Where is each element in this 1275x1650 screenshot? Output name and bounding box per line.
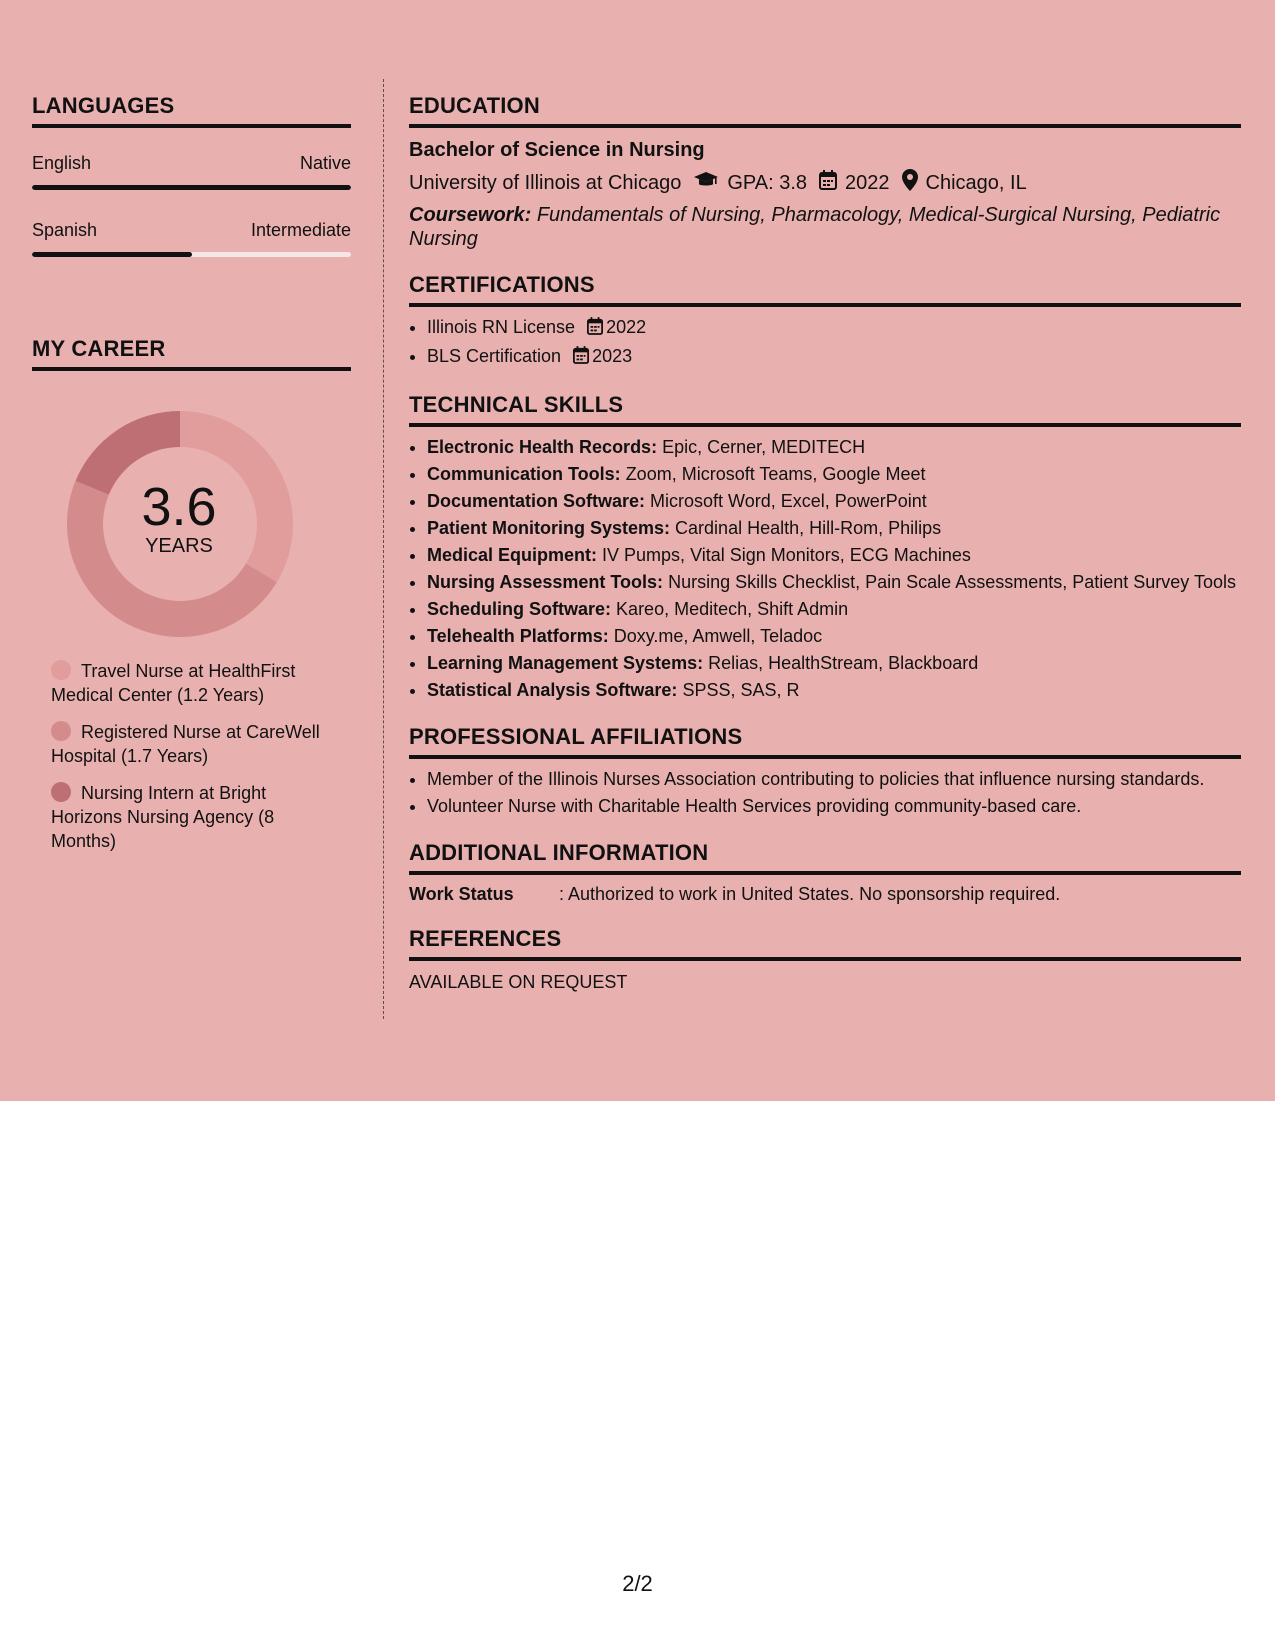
education-title: EDUCATION — [409, 94, 1241, 128]
career-legend — [51, 659, 336, 853]
skill-item — [427, 489, 1241, 514]
language-item — [32, 153, 351, 190]
calendar-icon — [587, 317, 603, 342]
certification-year: 2023 — [592, 346, 633, 366]
graduation-cap-icon — [693, 170, 719, 196]
right-column — [409, 94, 1241, 1015]
career-total — [32, 479, 326, 557]
school-location: Chicago, IL — [925, 172, 1027, 194]
skill-label: Nursing Assessment Tools: — [427, 572, 664, 592]
skill-label: Learning Management Systems: — [427, 653, 704, 673]
career-total-unit: YEARS — [145, 535, 213, 557]
language-proficiency-bar — [32, 185, 351, 190]
references-text: AVAILABLE ON REQUEST — [409, 972, 628, 992]
work-status-row — [409, 883, 1241, 905]
certification-name: BLS Certification — [427, 346, 562, 366]
skill-item — [427, 543, 1241, 568]
skill-label: Communication Tools: — [427, 464, 621, 484]
technical-skills-section — [409, 393, 1241, 703]
career-legend-item — [51, 659, 336, 707]
skill-value: Relias, HealthStream, Blackboard — [708, 653, 979, 673]
references-title: REFERENCES — [409, 927, 1241, 961]
career-role-label: Nursing Intern at Bright Horizons Nursing Agency (8 Months) — [51, 783, 275, 851]
career-total-value: 3.6 — [141, 477, 217, 537]
legend-dot-icon — [51, 660, 71, 680]
skill-value: Zoom, Microsoft Teams, Google Meet — [625, 464, 926, 484]
skill-item — [427, 597, 1241, 622]
graduation-year: 2022 — [845, 172, 890, 194]
career-role-label: Registered Nurse at CareWell Hospital (1.7 Years) — [51, 722, 320, 766]
skill-label: Patient Monitoring Systems: — [427, 518, 671, 538]
work-status-label: Work Status — [409, 884, 514, 904]
career-legend-item — [51, 781, 336, 853]
affiliations-section — [409, 725, 1241, 819]
skill-value: Doxy.me, Amwell, Teladoc — [613, 626, 823, 646]
skill-item — [427, 435, 1241, 460]
career-donut-chart — [32, 401, 351, 651]
certification-name: Illinois RN License — [427, 317, 576, 337]
skill-value: SPSS, SAS, R — [682, 680, 800, 700]
language-name: Spanish — [32, 220, 98, 240]
career-role-label: Travel Nurse at HealthFirst Medical Center (1.2 Years) — [51, 661, 296, 705]
affiliation-item: • Volunteer Nurse with Charitable Health Services providing community-based care. — [427, 794, 1241, 819]
skill-item — [427, 624, 1241, 649]
coursework — [409, 203, 1241, 251]
skill-label: Telehealth Platforms: — [427, 626, 609, 646]
affiliation-item: • Member of the Illinois Nurses Association contributing to policies that influence nursing standards. — [427, 767, 1241, 792]
career-legend-item — [51, 720, 336, 768]
affiliations-title: PROFESSIONAL AFFILIATIONS — [409, 725, 1241, 759]
skill-label: Medical Equipment: — [427, 545, 598, 565]
additional-info-section — [409, 841, 1241, 905]
skill-value: Microsoft Word, Excel, PowerPoint — [650, 491, 927, 511]
skill-item — [427, 462, 1241, 487]
work-status-value: : Authorized to work in United States. No sponsorship required. — [559, 884, 1061, 904]
affiliations-list — [409, 767, 1241, 819]
language-name: English — [32, 153, 92, 173]
coursework-list: Fundamentals of Nursing, Pharmacology, Medical-Surgical Nursing, Pediatric Nursing — [409, 204, 1221, 250]
additional-info-title: ADDITIONAL INFORMATION — [409, 841, 1241, 875]
language-proficiency-bar — [32, 252, 351, 257]
location-pin-icon — [902, 169, 918, 197]
skill-label: Scheduling Software: — [427, 599, 612, 619]
left-column — [32, 94, 351, 866]
column-divider — [383, 79, 384, 1019]
legend-dot-icon — [51, 721, 71, 741]
skill-value: Cardinal Health, Hill-Rom, Philips — [675, 518, 942, 538]
calendar-icon — [573, 346, 589, 371]
page-number: 2/2 — [622, 1571, 653, 1596]
technical-skills-list — [409, 435, 1241, 703]
language-proficiency-fill — [32, 185, 351, 190]
language-level: Intermediate — [250, 220, 351, 240]
degree-title: Bachelor of Science in Nursing — [409, 139, 705, 161]
skill-value: IV Pumps, Vital Sign Monitors, ECG Machines — [602, 545, 971, 565]
language-proficiency-fill — [32, 252, 192, 257]
technical-skills-title: TECHNICAL SKILLS — [409, 393, 1241, 427]
certification-item — [427, 315, 1241, 342]
skill-item — [427, 516, 1241, 541]
certifications-section — [409, 273, 1241, 371]
certification-item — [427, 344, 1241, 371]
certifications-title: CERTIFICATIONS — [409, 273, 1241, 307]
coursework-label: Coursework: — [409, 204, 532, 226]
languages-title: LANGUAGES — [32, 94, 351, 128]
skill-item — [427, 651, 1241, 676]
skill-value: Nursing Skills Checklist, Pain Scale Assessments, Patient Survey Tools — [668, 572, 1236, 592]
legend-dot-icon — [51, 782, 71, 802]
skill-value: Kareo, Meditech, Shift Admin — [616, 599, 849, 619]
skill-item — [427, 678, 1241, 703]
skill-item — [427, 570, 1241, 595]
school-name: University of Illinois at Chicago — [409, 172, 682, 194]
certification-year: 2022 — [606, 317, 647, 337]
skill-label: Statistical Analysis Software: — [427, 680, 678, 700]
skill-value: Epic, Cerner, MEDITECH — [662, 437, 866, 457]
gpa-value: GPA: 3.8 — [727, 172, 808, 194]
certifications-list — [409, 315, 1241, 371]
career-title: MY CAREER — [32, 337, 351, 371]
skill-label: Documentation Software: — [427, 491, 646, 511]
calendar-icon — [819, 170, 837, 196]
education-section — [409, 94, 1241, 251]
language-item — [32, 220, 351, 257]
references-section — [409, 927, 1241, 993]
education-details — [409, 169, 1241, 197]
language-level: Native — [299, 153, 351, 173]
skill-label: Electronic Health Records: — [427, 437, 658, 457]
